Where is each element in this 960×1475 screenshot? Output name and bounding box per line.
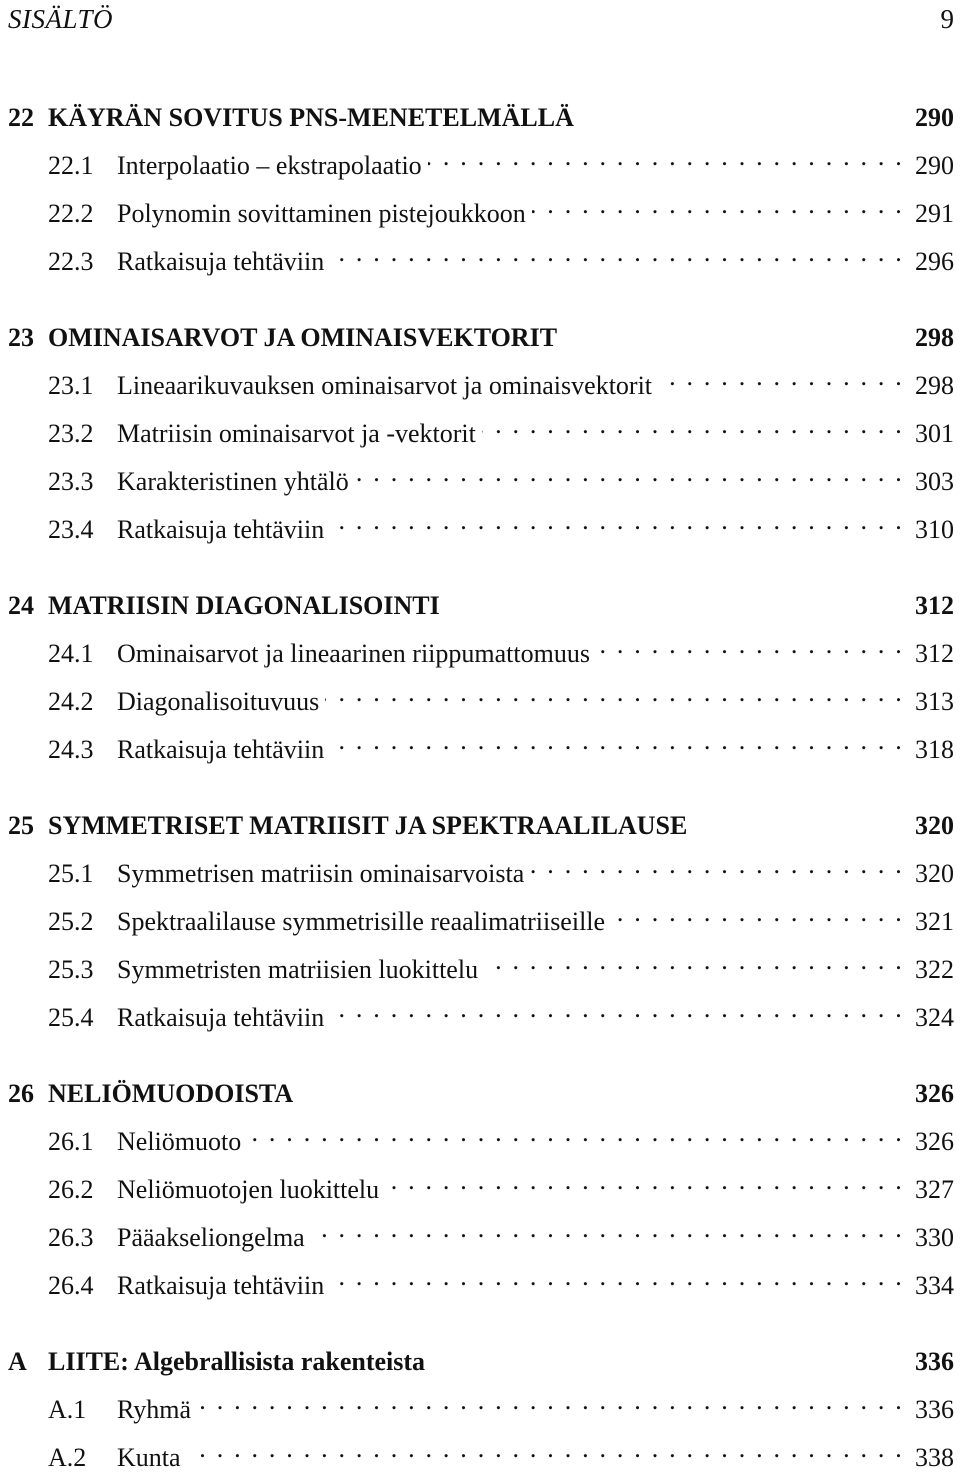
entry-title: Karakteristinen yhtälö: [117, 467, 349, 496]
dot-leader: [299, 1068, 904, 1102]
dot-leader: [325, 676, 904, 710]
entry-number: 26: [8, 1079, 34, 1108]
entry-number: 22.1: [48, 151, 94, 180]
dot-leader: [330, 992, 904, 1026]
entry-number: 26.4: [48, 1271, 94, 1300]
entry-number: 23: [8, 323, 34, 352]
dot-leader: [658, 360, 904, 394]
entry-title: Ratkaisuja tehtäviin: [117, 1003, 325, 1032]
entry-page-number: 290: [915, 151, 954, 180]
entry-number: A: [8, 1347, 27, 1376]
entry-title: NELIÖMUODOISTA: [48, 1079, 294, 1108]
toc-section-entry[interactable]: [0, 188, 960, 228]
entry-number: 24.1: [48, 639, 94, 668]
toc-section-entry[interactable]: [0, 944, 960, 984]
running-header-page-number: 9: [940, 4, 954, 34]
toc-chapter-entry[interactable]: [0, 580, 960, 620]
toc-section-entry[interactable]: [0, 1432, 960, 1472]
entry-title: Neliömuotojen luokittelu: [117, 1175, 380, 1204]
entry-page-number: 298: [915, 371, 954, 400]
dot-leader: [330, 1260, 904, 1294]
toc-section-entry[interactable]: [0, 1212, 960, 1252]
entry-number: 25: [8, 811, 34, 840]
entry-page-number: 313: [915, 687, 954, 716]
toc-section-entry[interactable]: [0, 236, 960, 276]
entry-page-number: 324: [915, 1003, 954, 1032]
entry-number: 23.4: [48, 515, 94, 544]
entry-page-number: 321: [915, 907, 954, 936]
entry-page-number: 290: [915, 103, 954, 132]
dot-leader: [446, 580, 904, 614]
entry-title: Kunta: [117, 1443, 181, 1472]
entry-page-number: 326: [915, 1079, 954, 1108]
dot-leader: [530, 848, 904, 882]
entry-number: A.1: [48, 1395, 87, 1424]
entry-page-number: 336: [915, 1395, 954, 1424]
entry-number: 22: [8, 103, 34, 132]
entry-page-number: 296: [915, 247, 954, 276]
toc-chapter-entry[interactable]: [0, 312, 960, 352]
dot-leader: [484, 944, 904, 978]
entry-page-number: 291: [915, 199, 954, 228]
entry-title: Ominaisarvot ja lineaarinen riippumattomuus: [117, 639, 590, 668]
toc-section-entry[interactable]: [0, 140, 960, 180]
entry-page-number: 327: [915, 1175, 954, 1204]
toc-chapter-entry[interactable]: [0, 92, 960, 132]
toc-section-entry[interactable]: [0, 360, 960, 400]
entry-title: Polynomin sovittaminen pistejoukkoon: [117, 199, 526, 228]
entry-number: 26.1: [48, 1127, 94, 1156]
entry-page-number: 312: [915, 591, 954, 620]
dot-leader: [385, 1164, 904, 1198]
entry-page-number: 298: [915, 323, 954, 352]
dot-leader: [355, 456, 904, 490]
dot-leader: [311, 1212, 904, 1246]
entry-page-number: 334: [915, 1271, 954, 1300]
entry-title: Interpolaatio – ekstrapolaatio: [117, 151, 422, 180]
entry-title: Matriisin ominaisarvot ja -vektorit: [117, 419, 476, 448]
running-header-title: SISÄLTÖ: [8, 4, 113, 34]
entry-title: Ratkaisuja tehtäviin: [117, 247, 325, 276]
dot-leader: [596, 628, 904, 662]
toc-section-entry[interactable]: [0, 408, 960, 448]
entry-page-number: 318: [915, 735, 954, 764]
entry-title: Ratkaisuja tehtäviin: [117, 735, 325, 764]
dot-leader: [197, 1384, 904, 1418]
toc-chapter-entry[interactable]: [0, 1068, 960, 1108]
entry-title: Ryhmä: [117, 1395, 192, 1424]
dot-leader: [187, 1432, 904, 1466]
entry-number: 24: [8, 591, 34, 620]
dot-leader: [563, 312, 904, 346]
entry-title: OMINAISARVOT JA OMINAISVEKTORIT: [48, 323, 558, 352]
entry-number: 26.3: [48, 1223, 94, 1252]
entry-page-number: 301: [915, 419, 954, 448]
dot-leader: [532, 188, 904, 222]
entry-number: 23.3: [48, 467, 94, 496]
entry-number: A.2: [48, 1443, 87, 1472]
dot-leader: [580, 92, 904, 126]
entry-title: MATRIISIN DIAGONALISOINTI: [48, 591, 440, 620]
dot-leader: [611, 896, 904, 930]
entry-number: 25.2: [48, 907, 94, 936]
entry-number: 25.4: [48, 1003, 94, 1032]
entry-number: 22.3: [48, 247, 94, 276]
toc-section-entry[interactable]: [0, 1260, 960, 1300]
entry-title: Pääakseliongelma: [117, 1223, 305, 1252]
entry-page-number: 320: [915, 811, 954, 840]
dot-leader: [693, 800, 904, 834]
page-header: [0, 0, 960, 44]
toc-section-entry[interactable]: [0, 992, 960, 1032]
entry-page-number: 338: [915, 1443, 954, 1472]
entry-title: Ratkaisuja tehtäviin: [117, 1271, 325, 1300]
toc-section-entry[interactable]: [0, 724, 960, 764]
entry-title: Spektraalilause symmetrisille reaalimatriiseille: [117, 907, 606, 936]
dot-leader: [330, 236, 904, 270]
dot-leader: [330, 504, 904, 538]
entry-title: Lineaarikuvauksen ominaisarvot ja ominaisvektorit: [117, 371, 653, 400]
toc-section-entry[interactable]: [0, 1384, 960, 1424]
entry-number: 25.1: [48, 859, 94, 888]
entry-number: 22.2: [48, 199, 94, 228]
entry-number: 26.2: [48, 1175, 94, 1204]
entry-number: 24.3: [48, 735, 94, 764]
dot-leader: [428, 140, 904, 174]
entry-number: 25.3: [48, 955, 94, 984]
entry-number: 24.2: [48, 687, 94, 716]
entry-page-number: 320: [915, 859, 954, 888]
toc-section-entry[interactable]: [0, 628, 960, 668]
entry-title: Symmetristen matriisien luokittelu: [117, 955, 479, 984]
entry-title: KÄYRÄN SOVITUS PNS-MENETELMÄLLÄ: [48, 103, 574, 132]
dot-leader: [482, 408, 904, 442]
dot-leader: [247, 1116, 904, 1150]
toc-section-entry[interactable]: [0, 456, 960, 496]
entry-title: Symmetrisen matriisin ominaisarvoista: [117, 859, 525, 888]
toc-section-entry[interactable]: [0, 504, 960, 544]
entry-title: SYMMETRISET MATRIISIT JA SPEKTRAALILAUSE: [48, 811, 688, 840]
dot-leader: [431, 1336, 904, 1370]
entry-page-number: 330: [915, 1223, 954, 1252]
dot-leader: [330, 724, 904, 758]
toc-section-entry[interactable]: [0, 676, 960, 716]
toc-section-entry[interactable]: [0, 848, 960, 888]
entry-title: Neliömuoto: [117, 1127, 242, 1156]
entry-page-number: 326: [915, 1127, 954, 1156]
entry-page-number: 322: [915, 955, 954, 984]
entry-title: Diagonalisoituvuus: [117, 687, 320, 716]
toc-chapter-entry[interactable]: [0, 800, 960, 840]
toc-section-entry[interactable]: [0, 1116, 960, 1156]
entry-title: LIITE: Algebrallisista rakenteista: [48, 1347, 426, 1376]
entry-number: 23.2: [48, 419, 94, 448]
entry-title: Ratkaisuja tehtäviin: [117, 515, 325, 544]
toc-chapter-entry[interactable]: [0, 1336, 960, 1376]
entry-page-number: 312: [915, 639, 954, 668]
entry-page-number: 336: [915, 1347, 954, 1376]
entry-page-number: 303: [915, 467, 954, 496]
entry-page-number: 310: [915, 515, 954, 544]
toc-section-entry[interactable]: [0, 896, 960, 936]
entry-number: 23.1: [48, 371, 94, 400]
toc-section-entry[interactable]: [0, 1164, 960, 1204]
